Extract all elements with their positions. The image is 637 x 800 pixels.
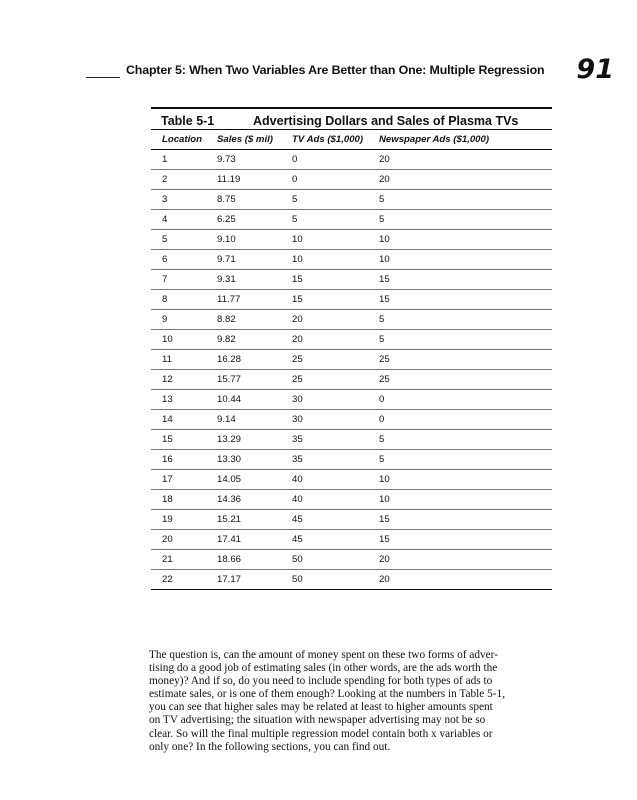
paragraph-line: on TV advertising; the situation with newspaper advertising may not be so [149,714,486,727]
cell-location: 1 [151,150,217,170]
table-row [151,310,552,330]
cell-newspaper-ads: 10 [379,470,552,490]
cell-sales: 9.31 [217,270,292,290]
table-row [151,470,552,490]
cell-location: 17 [151,470,217,490]
cell-location: 19 [151,510,217,530]
cell-sales: 9.82 [217,330,292,350]
cell-tv-ads: 10 [292,250,379,270]
table-row [151,490,552,510]
cell-sales: 10.44 [217,390,292,410]
table-row [151,370,552,390]
paragraph-line: tising do a good job of estimating sales (in other words, are the ads worth the [149,662,498,675]
cell-sales: 9.73 [217,150,292,170]
cell-tv-ads: 45 [292,510,379,530]
cell-location: 20 [151,530,217,550]
cell-newspaper-ads: 5 [379,190,552,210]
cell-tv-ads: 35 [292,450,379,470]
cell-sales: 8.75 [217,190,292,210]
cell-location: 4 [151,210,217,230]
table-row [151,510,552,530]
cell-newspaper-ads: 15 [379,290,552,310]
cell-sales: 16.28 [217,350,292,370]
cell-newspaper-ads: 0 [379,390,552,410]
cell-location: 9 [151,310,217,330]
cell-location: 14 [151,410,217,430]
cell-sales: 8.82 [217,310,292,330]
cell-tv-ads: 10 [292,230,379,250]
table-row [151,330,552,350]
cell-newspaper-ads: 5 [379,430,552,450]
cell-location: 21 [151,550,217,570]
cell-sales: 14.05 [217,470,292,490]
paragraph-line: you can see that higher sales may be related at least to higher amounts spent [149,701,493,714]
cell-sales: 11.19 [217,170,292,190]
cell-tv-ads: 15 [292,270,379,290]
cell-newspaper-ads: 15 [379,270,552,290]
running-header [86,56,616,90]
cell-location: 6 [151,250,217,270]
cell-location: 13 [151,390,217,410]
cell-location: 10 [151,330,217,350]
cell-tv-ads: 25 [292,350,379,370]
cell-location: 5 [151,230,217,250]
cell-sales: 17.41 [217,530,292,550]
table-row [151,250,552,270]
table-row [151,270,552,290]
table-header-row [151,130,552,150]
cell-tv-ads: 15 [292,290,379,310]
cell-location: 16 [151,450,217,470]
table-row [151,150,552,170]
table-row [151,450,552,470]
cell-location: 22 [151,570,217,590]
cell-newspaper-ads: 20 [379,570,552,590]
cell-tv-ads: 0 [292,150,379,170]
cell-tv-ads: 5 [292,210,379,230]
chapter-title: Chapter 5: When Two Variables Are Better than One: Multiple Regression [126,63,545,77]
cell-tv-ads: 50 [292,570,379,590]
cell-tv-ads: 30 [292,390,379,410]
table-row [151,290,552,310]
cell-sales: 13.29 [217,430,292,450]
cell-location: 18 [151,490,217,510]
cell-sales: 9.14 [217,410,292,430]
cell-location: 2 [151,170,217,190]
table-row [151,230,552,250]
cell-sales: 14.36 [217,490,292,510]
paragraph-line: only one? In the following sections, you can find out. [149,740,391,753]
cell-newspaper-ads: 20 [379,170,552,190]
paragraph-line: clear. So will the final multiple regression model contain both x variables or [149,727,493,740]
cell-sales: 13.30 [217,450,292,470]
cell-tv-ads: 20 [292,330,379,350]
table-row [151,190,552,210]
advertising-table [151,130,552,590]
cell-sales: 11.77 [217,290,292,310]
table-title: Advertising Dollars and Sales of Plasma TVs [253,114,519,128]
cell-location: 7 [151,270,217,290]
cell-tv-ads: 25 [292,370,379,390]
cell-newspaper-ads: 0 [379,410,552,430]
cell-location: 15 [151,430,217,450]
column-header-sales: Sales ($ mil) [217,130,292,150]
table-row [151,210,552,230]
cell-tv-ads: 35 [292,430,379,450]
column-header-newspaper-ads: Newspaper Ads ($1,000) [379,130,552,150]
cell-sales: 15.77 [217,370,292,390]
table-row [151,170,552,190]
header-rule [86,77,120,78]
cell-sales: 17.17 [217,570,292,590]
cell-newspaper-ads: 20 [379,550,552,570]
table-row [151,350,552,370]
cell-sales: 9.71 [217,250,292,270]
cell-newspaper-ads: 20 [379,150,552,170]
cell-sales: 18.66 [217,550,292,570]
cell-newspaper-ads: 5 [379,210,552,230]
table-caption [151,109,552,129]
table-row [151,530,552,550]
cell-newspaper-ads: 25 [379,370,552,390]
table-row [151,550,552,570]
cell-newspaper-ads: 15 [379,510,552,530]
cell-location: 12 [151,370,217,390]
cell-sales: 6.25 [217,210,292,230]
cell-sales: 15.21 [217,510,292,530]
cell-tv-ads: 45 [292,530,379,550]
cell-newspaper-ads: 5 [379,450,552,470]
cell-location: 3 [151,190,217,210]
paragraph-line: estimate sales, or is one of them enough? Looking at the numbers in Table 5-1, [149,688,506,701]
data-table-block [151,107,552,590]
cell-newspaper-ads: 10 [379,490,552,510]
cell-tv-ads: 40 [292,470,379,490]
cell-tv-ads: 20 [292,310,379,330]
cell-tv-ads: 5 [292,190,379,210]
cell-newspaper-ads: 25 [379,350,552,370]
table-label: Table 5-1 [161,114,215,128]
cell-newspaper-ads: 10 [379,250,552,270]
cell-newspaper-ads: 15 [379,530,552,550]
table-row [151,410,552,430]
cell-location: 8 [151,290,217,310]
paragraph-line: money)? And if so, do you need to include spending for both types of ads to [149,675,493,688]
table-row [151,570,552,590]
cell-tv-ads: 0 [292,170,379,190]
table-row [151,390,552,410]
cell-tv-ads: 40 [292,490,379,510]
cell-tv-ads: 30 [292,410,379,430]
cell-location: 11 [151,350,217,370]
column-header-tv-ads: TV Ads ($1,000) [292,130,379,150]
page-number: 91 [576,54,614,85]
cell-sales: 9.10 [217,230,292,250]
table-row [151,430,552,450]
column-header-location: Location [151,130,217,150]
paragraph-line: The question is, can the amount of money spent on these two forms of adver- [149,649,498,661]
cell-tv-ads: 50 [292,550,379,570]
cell-newspaper-ads: 10 [379,230,552,250]
body-paragraph [149,649,557,754]
cell-newspaper-ads: 5 [379,330,552,350]
cell-newspaper-ads: 5 [379,310,552,330]
